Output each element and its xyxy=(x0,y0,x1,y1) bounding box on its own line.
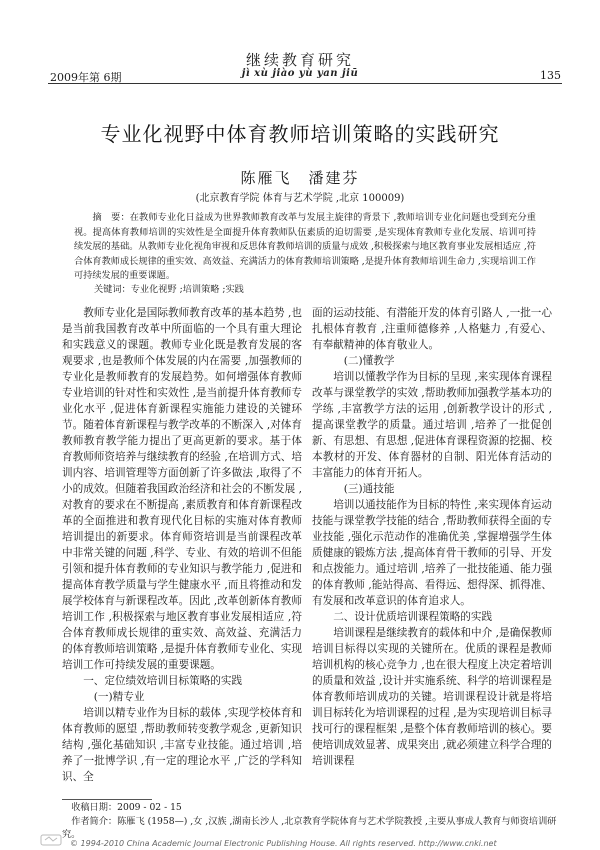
keywords: 关键词：专业化视野 ;培训策略 ;实践 xyxy=(94,284,244,295)
subsection-heading-1: (一)精专业 xyxy=(93,691,145,703)
journal-title: 继续教育研究 xyxy=(245,51,354,69)
page-number: 135 xyxy=(540,69,561,82)
copyright-notice: © 1994-2010 China Academic Journal Electronic Publishing House. All rights reserved. http://www.cnki.net xyxy=(70,839,497,848)
paragraph-1-2: 培训以懂教学作为目标的呈现 ,来实现体育课程改革与课堂教学的实效 ,帮助教师加强教学基本功的学练 ,丰富教学方法的运用 ,创新教学设计的形式 ,提高课堂教学的质量。通过培训 ,培养了一批促创新、有思想、有思想 ,促进体育课程资源的挖掘、校本教材的开发、体育器材的自制、阳光体育活动的丰富能力的体育开拓人。 xyxy=(312,371,552,479)
body-column-left xyxy=(62,305,302,785)
paragraph-2: 培训课程是继续教育的载体和中介 ,是确保教师培训目标得以实现的关键所在。优质的课程是教师培训机构的核心竞争力 ,也在很大程度上决定着培训的质量和效益 ,设计并实施系统、科学的培训课程是体育教师培训成功的关键。培训课程设计就是将培训目标转化为培训课程的过程 ,是为实现培训目标寻找可行的课程框架 ,是整个体育教师培训的核心。要使培训成效显著、成果突出 ,就必须建立科学合理的培训课程 xyxy=(312,627,552,767)
article-title: 专业化视野中体育教师培训策略的实践研究 xyxy=(100,122,500,146)
author-affiliation: (北京教育学院 体育与艺术学院 ,北京 100009) xyxy=(195,193,405,204)
paragraph-1-3: 培训以通技能作为目标的特性 ,来实现体育运动技能与课堂教学技能的结合 ,帮助教师获得全面的专业技能 ,强化示范动作的准确优美 ,掌握增强学生体质健康的锻炼方法 ,提高体育骨干教师的引导、开发和点拨能力。通过培训 ,培养了一批技能通、能力强的体育教师 ,能站得高、看得远、想得深、抓得准、有发展和改革意识的体育追求人。 xyxy=(312,499,552,607)
footnote-author: 作者简介：陈雁飞 (1958—) ,女 ,汉族 ,湖南长沙人 ,北京教育学院体育与艺术学院教授 ,主要从事成人教育与师资培训研究。 xyxy=(62,815,557,840)
header-rule xyxy=(48,83,562,84)
footnote-rule xyxy=(62,799,152,800)
subsection-heading-3: (三)通技能 xyxy=(343,483,395,495)
issue-label: 2009年第 6期 xyxy=(50,71,122,84)
paragraph-1-1: 培训以精专业作为目标的载体 ,实现学校体育和体育教师的愿望 ,帮助教师转变教学观念 ,更新知识结构 ,强化基础知识 ,丰富专业技能。通过培训 ,培养了一批博学识 ,有一定的理论水平 ,广泛的学科知识、全 xyxy=(62,707,302,783)
paragraph-1-1-cont: 面的运动技能、有潜能开发的体育引路人 ,一批一心扎根体育教育 ,注重师德修养 ,人格魅力 ,有爱心、有奉献精神的体育敬业人。 xyxy=(312,307,552,351)
section-heading-2: 二、设计优质培训课程策略的实践 xyxy=(333,611,493,623)
subsection-heading-2: (二)懂教学 xyxy=(343,355,395,367)
journal-pinyin: jì xù jiào yù yan jiū xyxy=(241,68,359,79)
cnki-logo-icon xyxy=(40,832,62,848)
abstract-text: 在教师专业化日益成为世界教师教育改革与发展主旋律的背景下 ,教师培训专业化问题也受到充分重视。提高体育教师培训的实效性是全面提升体育教师队伍素质的迫切需要 ,是实现体育教师专业化发展、培训可持续发展的基础。从教师专业化视角审视和反思体育教师培训的质量与成效 ,积极探索与地区教育事业发展相适应 ,符合体育教师成长规律的重实效、高效益、充满活力的体育教师培训策略 ,是提升体育教师培训生命力 ,实现培训工作可持续发展的重要课题。 xyxy=(74,212,536,281)
paragraph-intro: 教师专业化是国际教师教育改革的基本趋势 ,也是当前我国教育改革中所面临的一个具有重大理论和实践意义的课题。教师专业化既是教育发展的客观要求 ,也是教师个体发展的内在需要 ,加强教师的专业化是教师教育的发展趋势。如何增强体育教师专业培训的针对性和实效性 ,是当前提升体育教师专业化水平 ,促进体育新课程实施能力建设的关键环节。随着体育新课程与教学改革的不断深入 ,对体育教师教育教学能力提出了更高更新的要求。基于体育教师师资培养与继续教育的经验 ,在培训方式、培训内容、培训管理等方面创新了许多做法 ,取得了不小的成效。但随着我国政治经济和社会的不断发展 ,对教育的要求在不断提高 ,素质教育和体育新课程改革的全面推进和教育现代化目标的实施对体育教师培训提出的新要求。体育师资培训是当前课程改革中非常关键的问题 ,科学、专业、有效的培训不但能引领和提升体育教师的专业知识与教学能力 ,促进和提高体育教学质量与学生健康水平 ,而且将推动和发展学校体育与新课程改革。因此 ,改革创新体育教师培训工作 ,积极探索与地区教育事业发展相适应 ,符合体育教师成长规律的重实效、高效益、充满活力的体育教师培训策略 ,是提升体育教师专业化、实现培训工作可持续发展的重要课题。 xyxy=(62,307,302,671)
section-heading-1: 一、定位绩效培训目标策略的实践 xyxy=(83,675,243,687)
body-column-right xyxy=(312,305,552,769)
footnotes xyxy=(62,801,562,842)
abstract xyxy=(74,211,536,284)
article-authors: 陈雁飞 潘建芬 xyxy=(240,169,360,187)
footnote-received: 收稿日期：2009 - 02 - 15 xyxy=(71,802,182,813)
abstract-label: 摘 要： xyxy=(92,212,130,223)
